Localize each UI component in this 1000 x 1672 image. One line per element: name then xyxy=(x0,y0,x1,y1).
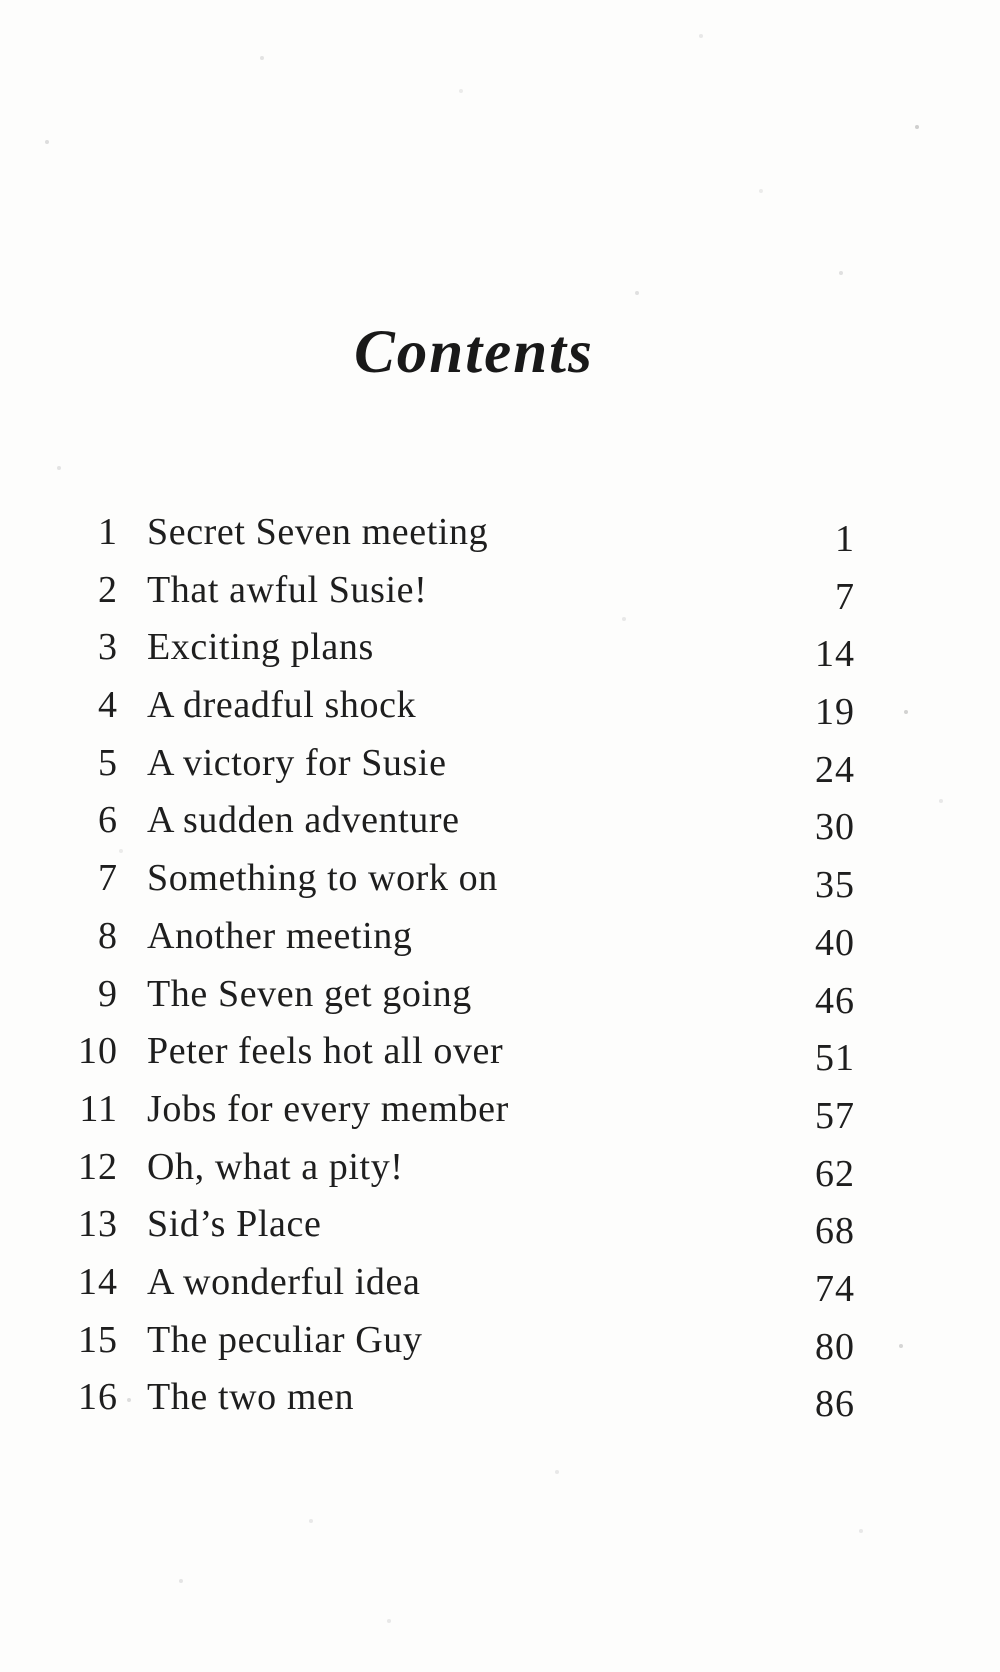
toc-row xyxy=(62,1139,855,1197)
chapter-title: Oh, what a pity! xyxy=(147,1145,404,1188)
toc-row xyxy=(62,850,855,908)
chapter-number: 4 xyxy=(98,684,118,727)
page-number: 57 xyxy=(815,1094,855,1137)
page-number: 68 xyxy=(815,1210,855,1253)
chapter-title: The Seven get going xyxy=(147,972,472,1015)
contents-title: Contents xyxy=(354,319,594,386)
chapter-title: The peculiar Guy xyxy=(147,1318,423,1361)
table-of-contents xyxy=(62,504,855,1427)
toc-row xyxy=(62,792,855,850)
page-number: 19 xyxy=(815,691,855,734)
toc-row xyxy=(62,1369,855,1427)
chapter-number: 12 xyxy=(78,1145,118,1188)
chapter-title: A dreadful shock xyxy=(147,684,417,727)
page-number: 86 xyxy=(815,1383,855,1426)
chapter-number: 15 xyxy=(78,1318,118,1361)
chapter-title: Jobs for every member xyxy=(147,1087,509,1130)
chapter-title: A sudden adventure xyxy=(147,799,460,842)
toc-row xyxy=(62,1312,855,1370)
page-number: 62 xyxy=(815,1152,855,1195)
chapter-number: 11 xyxy=(79,1087,118,1130)
chapter-number: 3 xyxy=(98,626,118,669)
page-number: 7 xyxy=(835,575,855,618)
toc-row xyxy=(62,966,855,1024)
chapter-number: 1 xyxy=(98,511,118,553)
page-number: 80 xyxy=(815,1325,855,1368)
chapter-title: Sid’s Place xyxy=(147,1203,322,1246)
chapter-number: 7 xyxy=(98,857,118,900)
toc-row xyxy=(62,1023,855,1081)
toc-row xyxy=(62,1254,855,1312)
chapter-number: 6 xyxy=(98,799,118,842)
chapter-number: 2 xyxy=(98,568,118,611)
toc-row xyxy=(62,619,855,677)
chapter-title: Secret Seven meeting xyxy=(147,511,489,553)
chapter-title: Exciting plans xyxy=(147,626,374,669)
page-number: 30 xyxy=(815,806,855,849)
scan-noise-specks xyxy=(0,0,2,2)
chapter-number: 9 xyxy=(98,972,118,1015)
chapter-number: 14 xyxy=(78,1260,118,1303)
page-number: 35 xyxy=(815,864,855,907)
page-number: 1 xyxy=(835,518,855,560)
chapter-title: The two men xyxy=(147,1376,355,1419)
page-number: 24 xyxy=(815,748,855,791)
toc-row xyxy=(62,504,855,562)
chapter-number: 16 xyxy=(78,1376,118,1419)
page-number: 14 xyxy=(815,633,855,676)
page-number: 46 xyxy=(815,979,855,1022)
page-number: 74 xyxy=(815,1267,855,1310)
toc-row xyxy=(62,908,855,966)
chapter-number: 8 xyxy=(98,914,118,957)
chapter-title: Peter feels hot all over xyxy=(147,1030,504,1073)
chapter-title: Something to work on xyxy=(147,857,498,900)
chapter-title: A wonderful idea xyxy=(147,1260,421,1303)
chapter-number: 13 xyxy=(78,1203,118,1246)
chapter-title: A victory for Susie xyxy=(147,741,447,784)
chapter-title: That awful Susie! xyxy=(147,568,428,611)
page-number: 40 xyxy=(815,921,855,964)
toc-row xyxy=(62,1081,855,1139)
page-number: 51 xyxy=(815,1037,855,1080)
toc-row xyxy=(62,735,855,793)
toc-row xyxy=(62,562,855,620)
toc-row xyxy=(62,1196,855,1254)
chapter-number: 5 xyxy=(98,741,118,784)
toc-row xyxy=(62,677,855,735)
chapter-title: Another meeting xyxy=(147,914,413,957)
chapter-number: 10 xyxy=(78,1030,118,1073)
